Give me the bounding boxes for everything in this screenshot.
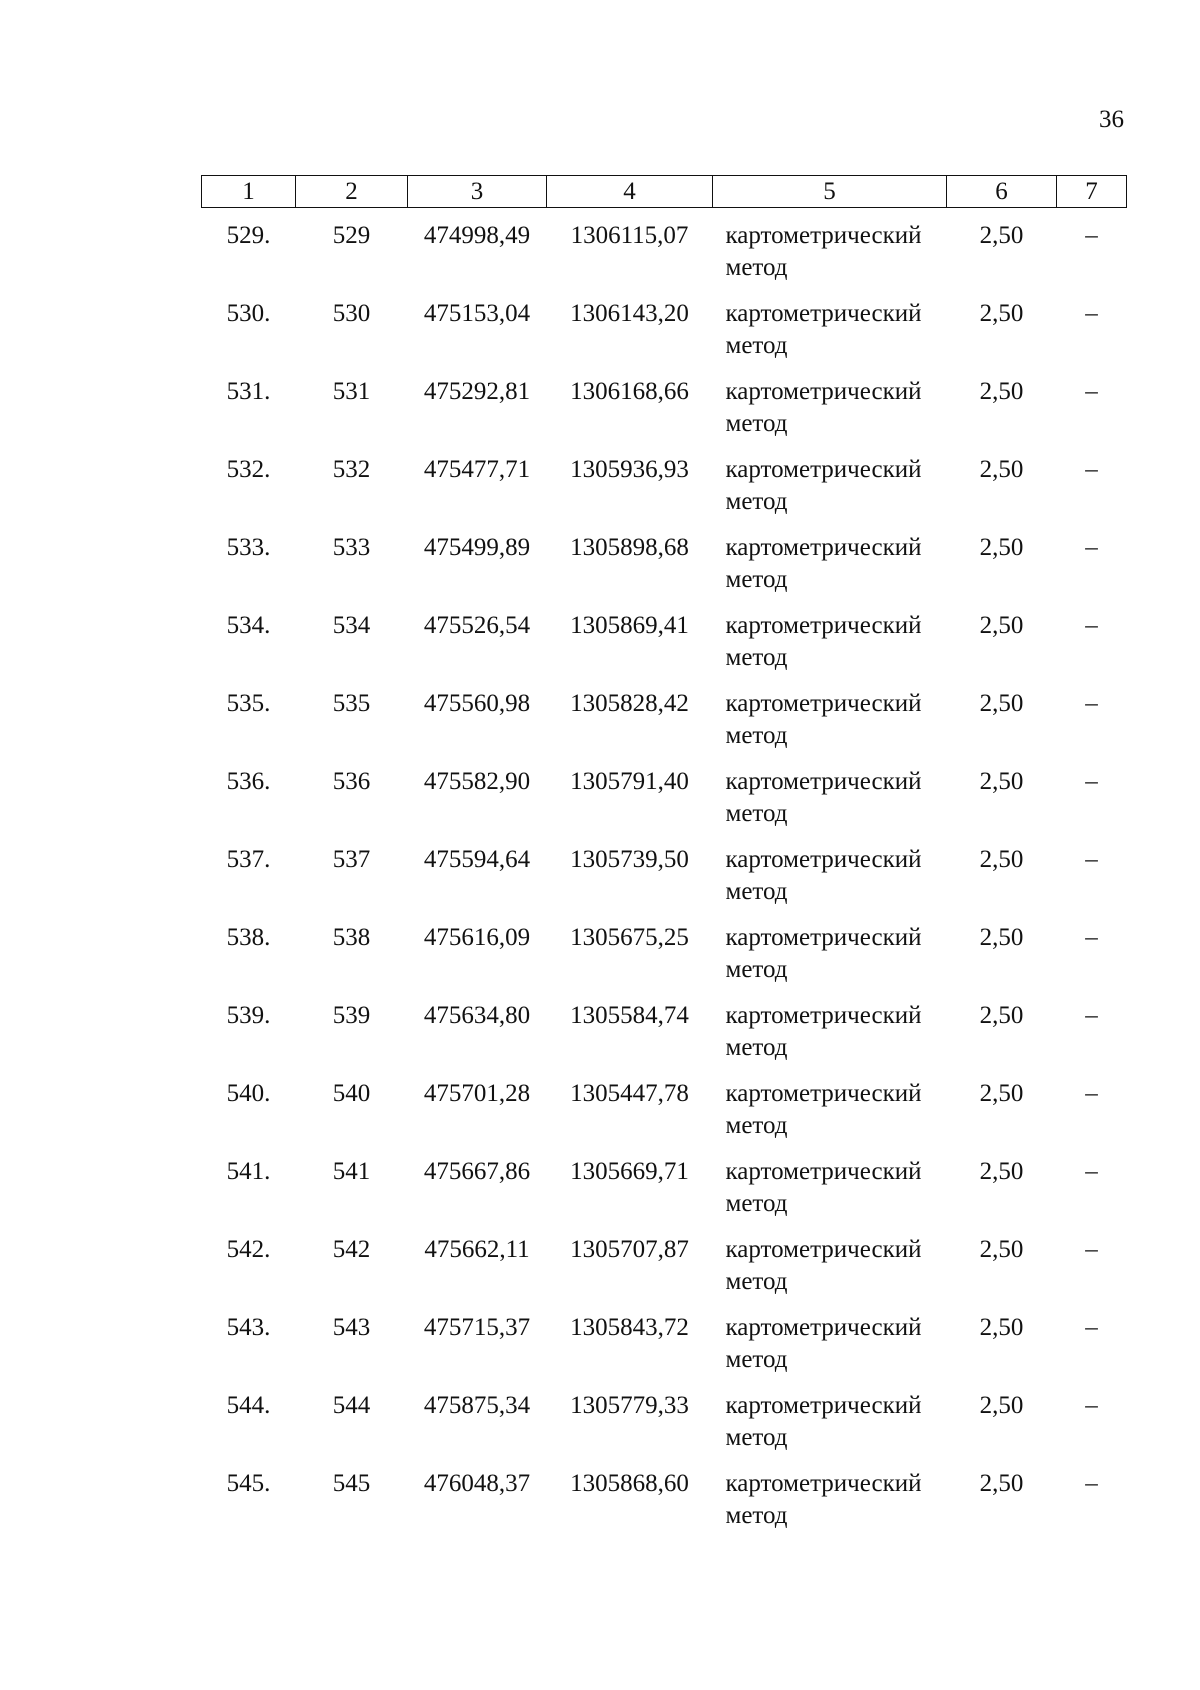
- table-row: [202, 610, 1127, 688]
- method-line-2: метод: [725, 566, 788, 593]
- error-cell: 2,50: [979, 300, 1024, 327]
- column-header-1: 1: [202, 176, 296, 208]
- method-line-1: картометрический: [725, 690, 922, 717]
- note-cell: –: [1085, 1080, 1098, 1107]
- table-row: [202, 1390, 1127, 1468]
- point-id-cell: 539: [332, 1002, 371, 1029]
- y-coordinate-cell: 1305791,40: [570, 768, 689, 795]
- method-cell: [713, 454, 947, 532]
- error-cell: 2,50: [979, 1392, 1024, 1419]
- method-line-1: картометрический: [725, 1236, 922, 1263]
- point-id-cell: 529: [332, 222, 371, 249]
- point-id-cell: 530: [332, 300, 371, 327]
- point-id-cell: 531: [332, 378, 371, 405]
- row-number-cell: 533.: [226, 534, 271, 561]
- page-number: 36: [1099, 106, 1124, 133]
- row-number-cell: 538.: [226, 924, 271, 951]
- point-id-cell: 532: [332, 456, 371, 483]
- table-row: [202, 1468, 1127, 1546]
- method-cell: [713, 1078, 947, 1156]
- method-cell: [713, 766, 947, 844]
- note-cell: –: [1085, 378, 1098, 405]
- error-cell: 2,50: [979, 1158, 1024, 1185]
- method-line-1: картометрический: [725, 456, 922, 483]
- error-cell: 2,50: [979, 768, 1024, 795]
- row-number-cell: 540.: [226, 1080, 271, 1107]
- y-coordinate-cell: 1305828,42: [570, 690, 689, 717]
- method-line-1: картометрический: [725, 300, 922, 327]
- row-number-cell: 532.: [226, 456, 271, 483]
- note-cell: –: [1085, 1002, 1098, 1029]
- y-coordinate-cell: 1305869,41: [570, 612, 689, 639]
- row-number-cell: 535.: [226, 690, 271, 717]
- method-cell: [713, 1156, 947, 1234]
- point-id-cell: 535: [332, 690, 371, 717]
- row-number-cell: 542.: [226, 1236, 271, 1263]
- x-coordinate-cell: 475616,09: [423, 924, 531, 951]
- x-coordinate-cell: 475667,86: [423, 1158, 531, 1185]
- method-line-1: картометрический: [725, 378, 922, 405]
- table-row: [202, 1078, 1127, 1156]
- note-cell: –: [1085, 612, 1098, 639]
- y-coordinate-cell: 1305936,93: [570, 456, 689, 483]
- y-coordinate-cell: 1305868,60: [570, 1470, 689, 1497]
- error-cell: 2,50: [979, 1236, 1024, 1263]
- error-cell: 2,50: [979, 612, 1024, 639]
- table-row: [202, 844, 1127, 922]
- column-header-6: 6: [947, 176, 1057, 208]
- method-line-1: картометрический: [725, 1470, 922, 1497]
- method-cell: [713, 610, 947, 688]
- x-coordinate-cell: 475560,98: [423, 690, 531, 717]
- method-cell: [713, 1000, 947, 1078]
- point-id-cell: 543: [332, 1314, 371, 1341]
- method-cell: [713, 1390, 947, 1468]
- method-line-2: метод: [725, 800, 788, 827]
- y-coordinate-cell: 1305779,33: [570, 1392, 689, 1419]
- error-cell: 2,50: [979, 534, 1024, 561]
- error-cell: 2,50: [979, 924, 1024, 951]
- x-coordinate-cell: 475715,37: [423, 1314, 531, 1341]
- method-cell: [713, 298, 947, 376]
- table-row: [202, 1000, 1127, 1078]
- y-coordinate-cell: 1305447,78: [570, 1080, 689, 1107]
- method-line-1: картометрический: [725, 768, 922, 795]
- method-line-2: метод: [725, 488, 788, 515]
- method-line-1: картометрический: [725, 1002, 922, 1029]
- table-body: [202, 208, 1127, 1547]
- note-cell: –: [1085, 456, 1098, 483]
- row-number-cell: 541.: [226, 1158, 271, 1185]
- y-coordinate-cell: 1305707,87: [570, 1236, 689, 1263]
- method-line-2: метод: [725, 1424, 788, 1451]
- method-cell: [713, 532, 947, 610]
- y-coordinate-cell: 1306143,20: [570, 300, 689, 327]
- table-header: [202, 176, 1127, 208]
- point-id-cell: 544: [332, 1392, 371, 1419]
- error-cell: 2,50: [979, 1002, 1024, 1029]
- method-cell: [713, 922, 947, 1000]
- method-line-1: картометрический: [725, 534, 922, 561]
- note-cell: –: [1085, 690, 1098, 717]
- note-cell: –: [1085, 924, 1098, 951]
- table-row: [202, 688, 1127, 766]
- method-line-1: картометрический: [725, 1392, 922, 1419]
- error-cell: 2,50: [979, 690, 1024, 717]
- x-coordinate-cell: 475477,71: [423, 456, 531, 483]
- note-cell: –: [1085, 300, 1098, 327]
- error-cell: 2,50: [979, 1314, 1024, 1341]
- y-coordinate-cell: 1306168,66: [570, 378, 689, 405]
- x-coordinate-cell: 475701,28: [423, 1080, 531, 1107]
- x-coordinate-cell: 475153,04: [423, 300, 531, 327]
- method-line-2: метод: [725, 1034, 788, 1061]
- error-cell: 2,50: [979, 378, 1024, 405]
- note-cell: –: [1085, 1236, 1098, 1263]
- method-cell: [713, 1312, 947, 1390]
- y-coordinate-cell: 1305669,71: [570, 1158, 689, 1185]
- table-row: [202, 298, 1127, 376]
- method-cell: [713, 844, 947, 922]
- table-row: [202, 1156, 1127, 1234]
- y-coordinate-cell: 1305584,74: [570, 1002, 689, 1029]
- coordinates-table: [201, 175, 1127, 1546]
- y-coordinate-cell: 1305675,25: [570, 924, 689, 951]
- error-cell: 2,50: [979, 456, 1024, 483]
- method-line-1: картометрический: [725, 612, 922, 639]
- y-coordinate-cell: 1305898,68: [570, 534, 689, 561]
- method-line-2: метод: [725, 1112, 788, 1139]
- table-row: [202, 454, 1127, 532]
- table-row: [202, 532, 1127, 610]
- point-id-cell: 542: [332, 1236, 371, 1263]
- method-line-2: метод: [725, 644, 788, 671]
- table-row: [202, 208, 1127, 299]
- x-coordinate-cell: 475292,81: [423, 378, 531, 405]
- row-number-cell: 539.: [226, 1002, 271, 1029]
- row-number-cell: 537.: [226, 846, 271, 873]
- method-line-1: картометрический: [725, 924, 922, 951]
- note-cell: –: [1085, 768, 1098, 795]
- x-coordinate-cell: 476048,37: [423, 1470, 531, 1497]
- column-header-5: 5: [713, 176, 947, 208]
- method-line-2: метод: [725, 332, 788, 359]
- x-coordinate-cell: 475594,64: [423, 846, 531, 873]
- method-line-2: метод: [725, 1502, 788, 1529]
- method-cell: [713, 1468, 947, 1546]
- row-number-cell: 545.: [226, 1470, 271, 1497]
- table-row: [202, 1234, 1127, 1312]
- point-id-cell: 537: [332, 846, 371, 873]
- point-id-cell: 540: [332, 1080, 371, 1107]
- x-coordinate-cell: 475875,34: [423, 1392, 531, 1419]
- y-coordinate-cell: 1305843,72: [570, 1314, 689, 1341]
- note-cell: –: [1085, 1470, 1098, 1497]
- x-coordinate-cell: 475582,90: [423, 768, 531, 795]
- method-cell: [713, 1234, 947, 1312]
- x-coordinate-cell: 475634,80: [423, 1002, 531, 1029]
- method-line-1: картометрический: [725, 222, 922, 249]
- point-id-cell: 534: [332, 612, 371, 639]
- point-id-cell: 545: [332, 1470, 371, 1497]
- method-line-2: метод: [725, 1268, 788, 1295]
- error-cell: 2,50: [979, 846, 1024, 873]
- method-line-1: картометрический: [725, 846, 922, 873]
- note-cell: –: [1085, 534, 1098, 561]
- column-header-2: 2: [296, 176, 408, 208]
- y-coordinate-cell: 1306115,07: [570, 222, 689, 249]
- note-cell: –: [1085, 1392, 1098, 1419]
- point-id-cell: 536: [332, 768, 371, 795]
- method-line-2: метод: [725, 410, 788, 437]
- x-coordinate-cell: 475526,54: [423, 612, 531, 639]
- error-cell: 2,50: [979, 1080, 1024, 1107]
- method-line-1: картометрический: [725, 1158, 922, 1185]
- method-line-2: метод: [725, 1190, 788, 1217]
- method-line-2: метод: [725, 254, 788, 281]
- column-header-4: 4: [547, 176, 713, 208]
- method-cell: [713, 688, 947, 766]
- point-id-cell: 538: [332, 924, 371, 951]
- error-cell: 2,50: [979, 222, 1024, 249]
- point-id-cell: 541: [332, 1158, 371, 1185]
- row-number-cell: 529.: [226, 222, 271, 249]
- method-line-2: метод: [725, 722, 788, 749]
- x-coordinate-cell: 475662,11: [424, 1236, 530, 1263]
- table-row: [202, 376, 1127, 454]
- x-coordinate-cell: 474998,49: [423, 222, 531, 249]
- method-line-2: метод: [725, 956, 788, 983]
- table-row: [202, 766, 1127, 844]
- method-line-2: метод: [725, 1346, 788, 1373]
- error-cell: 2,50: [979, 1470, 1024, 1497]
- y-coordinate-cell: 1305739,50: [570, 846, 689, 873]
- header-row: [202, 176, 1127, 208]
- row-number-cell: 531.: [226, 378, 271, 405]
- method-cell: [713, 208, 947, 299]
- method-line-1: картометрический: [725, 1314, 922, 1341]
- row-number-cell: 534.: [226, 612, 271, 639]
- note-cell: –: [1085, 222, 1098, 249]
- row-number-cell: 530.: [226, 300, 271, 327]
- note-cell: –: [1085, 1158, 1098, 1185]
- row-number-cell: 544.: [226, 1392, 271, 1419]
- method-line-1: картометрический: [725, 1080, 922, 1107]
- row-number-cell: 543.: [226, 1314, 271, 1341]
- column-header-3: 3: [408, 176, 547, 208]
- table-row: [202, 1312, 1127, 1390]
- row-number-cell: 536.: [226, 768, 271, 795]
- point-id-cell: 533: [332, 534, 371, 561]
- x-coordinate-cell: 475499,89: [423, 534, 531, 561]
- note-cell: –: [1085, 1314, 1098, 1341]
- column-header-7: 7: [1057, 176, 1127, 208]
- method-line-2: метод: [725, 878, 788, 905]
- method-cell: [713, 376, 947, 454]
- table-row: [202, 922, 1127, 1000]
- note-cell: –: [1085, 846, 1098, 873]
